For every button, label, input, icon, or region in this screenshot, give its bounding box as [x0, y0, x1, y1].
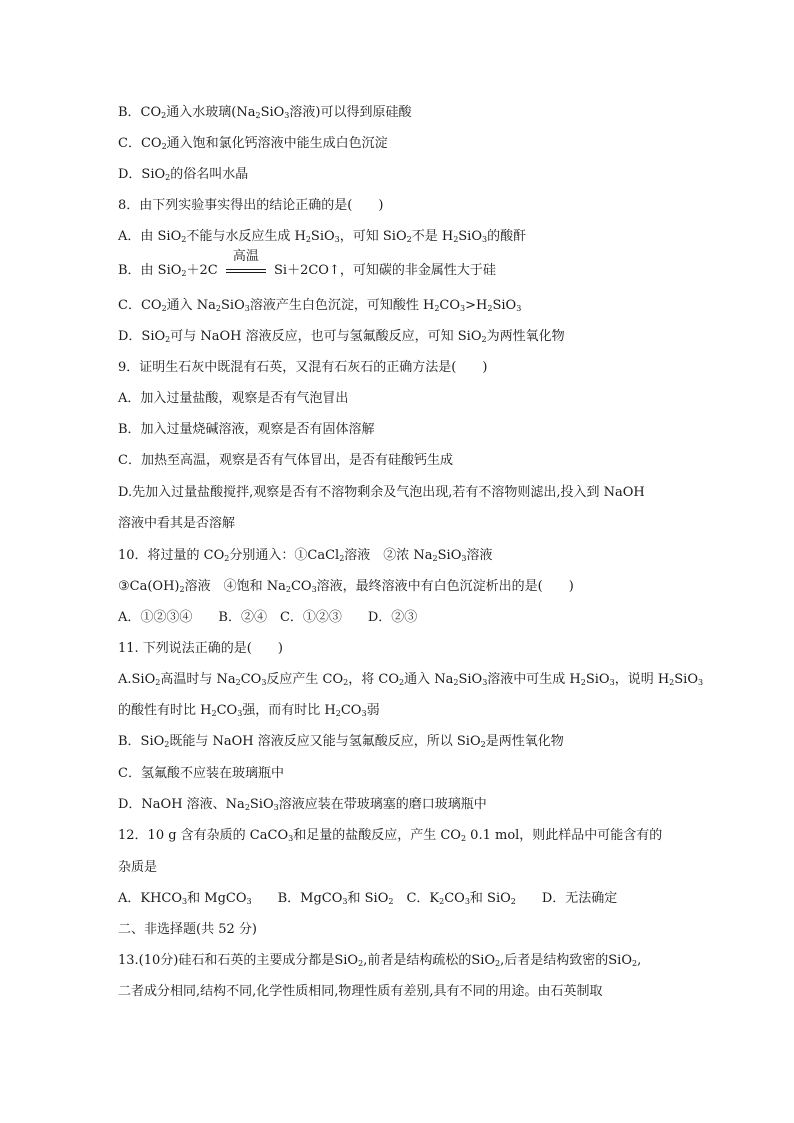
text-line-l13	[118, 484, 645, 502]
text-run: 和足量的盐酸反应，产生 CO	[293, 828, 461, 843]
text-run: 杂质是	[118, 860, 158, 875]
text-run: ③Ca(OH)	[118, 579, 180, 594]
text-run: 分别通入：①CaCl	[229, 548, 340, 563]
subscript: 2	[388, 897, 394, 906]
text-line-l02	[118, 135, 388, 153]
text-run: CO	[439, 298, 461, 313]
subscript: 2	[181, 269, 187, 278]
subscript: 2	[432, 554, 438, 563]
text-run: 不是 H	[411, 229, 454, 244]
text-run: CO	[290, 579, 312, 594]
subscript: 2	[235, 678, 241, 687]
subscript: 2	[165, 335, 171, 344]
text-run: 11. 下列说法正确的是( )	[118, 641, 283, 656]
subscript: 2	[439, 897, 445, 906]
subscript: 2	[434, 304, 440, 313]
subscript: 2	[161, 304, 167, 313]
text-line-l28	[118, 952, 641, 970]
text-run: B．CO	[118, 105, 162, 120]
text-run: 溶液产生白色沉淀，可知酸性 H	[249, 298, 435, 313]
text-run: 高温时与 Na	[160, 672, 236, 687]
text-run: 不能与水反应生成 H	[186, 229, 306, 244]
text-line-l20	[118, 702, 380, 720]
text-run: 13.(10分)硅石和石英的主要成分都是SiO	[118, 953, 359, 968]
text-run: SiO	[221, 298, 245, 313]
subscript: 3	[482, 678, 488, 687]
text-run: SiO	[458, 229, 483, 244]
text-run: CO	[444, 891, 465, 906]
text-run: D．NaOH 溶液、Na	[118, 797, 245, 812]
text-run: 弱	[366, 703, 380, 718]
subscript: 3	[482, 235, 488, 244]
subscript: 3	[342, 897, 348, 906]
subscript: 3	[311, 585, 317, 594]
text-run: SiO	[458, 672, 483, 687]
subscript: 2	[164, 740, 170, 749]
text-run: A．KHCO	[118, 891, 183, 906]
subscript: 2	[510, 897, 516, 906]
text-run: C．K	[393, 891, 440, 906]
text-run: SiO	[585, 672, 610, 687]
text-run: 溶液中看其是否溶解	[118, 516, 236, 531]
text-run: 通入 Na	[404, 672, 454, 687]
subscript: 2	[181, 235, 187, 244]
text-run: CO	[240, 672, 262, 687]
text-line-l14	[118, 515, 235, 533]
text-run: C．CO	[118, 298, 162, 313]
text-run: SiO	[249, 797, 274, 812]
subscript: 2	[165, 173, 171, 182]
subscript: 2	[580, 678, 586, 687]
subscript: 2	[339, 554, 345, 563]
text-line-l29	[118, 983, 603, 1001]
subscript: 2	[244, 803, 250, 812]
subscript: 3	[516, 304, 522, 313]
text-line-l06	[118, 249, 496, 280]
subscript: 3	[464, 897, 470, 906]
subscript: 2	[495, 959, 501, 968]
text-line-l03	[118, 166, 248, 184]
text-run: 的酸性有时比 H	[118, 703, 212, 718]
text-line-l16	[118, 578, 574, 596]
subscript: 3	[244, 304, 250, 313]
subscript: 2	[487, 304, 493, 313]
subscript: 2	[343, 678, 349, 687]
subscript: 2	[285, 585, 291, 594]
text-run: 溶液中可生成 H	[487, 672, 581, 687]
text-run: C．CO	[118, 136, 162, 151]
subscript: 2	[632, 959, 638, 968]
text-run: 通入 Na	[166, 298, 216, 313]
subscript: 2	[399, 678, 405, 687]
text-run: 和 SiO	[347, 891, 389, 906]
text-run: 的酸酐	[487, 229, 527, 244]
text-line-l10	[118, 390, 348, 408]
text-run: 溶液 ②浓 Na	[344, 548, 433, 563]
subscript: 2	[155, 678, 161, 687]
text-run: 0.1 mol，则此样品中可能含有的	[466, 828, 663, 843]
subscript: 2	[224, 554, 230, 563]
subscript: 3	[461, 554, 467, 563]
text-line-l07	[118, 297, 521, 315]
text-line-l05	[118, 228, 526, 246]
subscript: 3	[460, 304, 466, 313]
text-line-l15	[118, 547, 492, 565]
subscript: 2	[179, 585, 185, 594]
text-run: ,	[637, 953, 642, 968]
text-line-l11	[118, 421, 375, 439]
text-line-l21	[118, 733, 564, 751]
text-line-l19	[118, 671, 703, 689]
text-line-l23	[118, 796, 487, 814]
text-line-l22	[118, 765, 284, 783]
text-run: 12．10 g 含有杂质的 CaCO	[118, 828, 289, 843]
text-run: SiO	[437, 548, 462, 563]
text-line-l24	[118, 827, 662, 845]
subscript: 2	[481, 335, 487, 344]
text-run: 溶液	[466, 548, 493, 563]
text-line-l12	[118, 452, 453, 470]
text-run: 为两性氧化物	[486, 329, 565, 344]
text-run: ，将 CO	[348, 672, 399, 687]
text-run: ,前者是结构疏松的SiO	[363, 953, 496, 968]
text-run: A．①②③④ B．②④ C．①②③ D．②③	[118, 610, 418, 625]
text-run: SiO	[674, 672, 698, 687]
subscript: 2	[480, 740, 486, 749]
text-run: 和 MgCO	[187, 891, 247, 906]
text-run: 反应产生 CO	[266, 672, 344, 687]
subscript: 3	[698, 678, 704, 687]
text-run: 通入饱和氯化钙溶液中能生成白色沉淀	[166, 136, 388, 151]
text-line-l01	[118, 104, 411, 122]
equals-bar	[226, 272, 266, 273]
subscript: 3	[284, 111, 290, 120]
subscript: 2	[161, 142, 167, 151]
text-run: B．加入过量烧碱溶液，观察是否有固体溶解	[118, 422, 375, 437]
text-run: >H	[465, 298, 488, 313]
text-line-l27	[118, 921, 257, 939]
text-run: 是两性氧化物	[485, 734, 564, 749]
subscript: 2	[211, 709, 217, 718]
text-run: 10．将过量的 CO	[118, 548, 225, 563]
text-line-l04	[118, 197, 383, 215]
reaction-condition-arrow	[226, 249, 266, 280]
text-line-l18	[118, 640, 283, 658]
text-run: Si＋2CO↑，可知碳的非金属性大于硅	[269, 263, 496, 278]
subscript: 2	[453, 678, 459, 687]
reaction-condition-label: 高温	[232, 249, 259, 264]
text-run: D．SiO	[118, 167, 166, 182]
subscript: 3	[361, 709, 367, 718]
subscript: 2	[406, 235, 412, 244]
subscript: 3	[273, 803, 279, 812]
text-run: C．加热至高温，观察是否有气体冒出，是否有硅酸钙生成	[118, 453, 453, 468]
text-run: C．氢氟酸不应装在玻璃瓶中	[118, 766, 284, 781]
text-run: 二、非选择题(共 52 分)	[118, 922, 257, 937]
subscript: 3	[237, 709, 243, 718]
subscript: 2	[305, 235, 311, 244]
text-line-l09	[118, 359, 487, 377]
text-run: D．SiO	[118, 329, 166, 344]
text-run: 二者成分相同,结构不同,化学性质相同,物理性质有差别,具有不同的用途。由石英制取	[118, 984, 603, 999]
text-run: 溶液，最终溶液中有白色沉淀析出的是( )	[316, 579, 574, 594]
subscript: 2	[460, 834, 467, 843]
text-run: 可与 NaOH 溶液反应，也可与氢氟酸反应，可知 SiO	[170, 329, 482, 344]
subscript: 2	[161, 111, 167, 120]
text-run: 强，而有时比 H	[242, 703, 336, 718]
subscript: 3	[334, 235, 340, 244]
subscript: 2	[255, 111, 261, 120]
text-run: 溶液 ④饱和 Na	[184, 579, 286, 594]
text-run: 和 SiO	[469, 891, 511, 906]
subscript: 3	[182, 897, 188, 906]
text-run: 8．由下列实验事实得出的结论正确的是( )	[118, 198, 384, 213]
text-run: D.先加入过量盐酸搅拌,观察是否有不溶物剩余及气泡出现,若有不溶物则滤出,投入到 NaOH	[118, 485, 645, 500]
text-line-l08	[118, 328, 565, 346]
equals-bar	[226, 269, 266, 270]
text-run: 的俗名叫水晶	[170, 167, 249, 182]
subscript: 2	[669, 678, 675, 687]
text-run: A．加入过量盐酸，观察是否有气泡冒出	[118, 391, 349, 406]
text-run: ，说明 H	[614, 672, 670, 687]
subscript: 2	[358, 959, 364, 968]
subscript: 2	[215, 304, 222, 313]
subscript: 3	[246, 897, 252, 906]
text-run: 既能与 NaOH 溶液反应又能与氢氟酸反应，所以 SiO	[169, 734, 481, 749]
subscript: 2	[453, 235, 459, 244]
text-run: A．由 SiO	[118, 229, 182, 244]
subscript: 3	[261, 678, 267, 687]
text-run: SiO	[260, 105, 285, 120]
text-run: ＋2C	[186, 263, 222, 278]
text-run: SiO	[492, 298, 517, 313]
text-run: 溶液)可以得到原硅酸	[289, 105, 412, 120]
text-run: B．由 SiO	[118, 263, 182, 278]
text-run: ，可知 SiO	[339, 229, 407, 244]
text-run: 通入水玻璃(Na	[166, 105, 256, 120]
text-run: A.SiO	[118, 672, 156, 687]
text-run: D．无法确定	[515, 891, 618, 906]
text-run: B．SiO	[118, 734, 165, 749]
subscript: 2	[335, 709, 341, 718]
text-run: ,后者是结构致密的SiO	[500, 953, 632, 968]
text-line-l26	[118, 890, 617, 908]
text-line-l17	[118, 609, 417, 627]
text-run: B．MgCO	[251, 891, 343, 906]
text-run: 溶液应装在带玻璃塞的磨口玻璃瓶中	[278, 797, 487, 812]
text-run: 9．证明生石灰中既混有石英，又混有石灰石的正确方法是( )	[118, 360, 488, 375]
text-run: CO	[216, 703, 238, 718]
text-line-l25	[118, 859, 157, 877]
subscript: 3	[609, 678, 615, 687]
text-run: CO	[340, 703, 362, 718]
text-run: SiO	[310, 229, 335, 244]
subscript: 3	[288, 834, 294, 843]
